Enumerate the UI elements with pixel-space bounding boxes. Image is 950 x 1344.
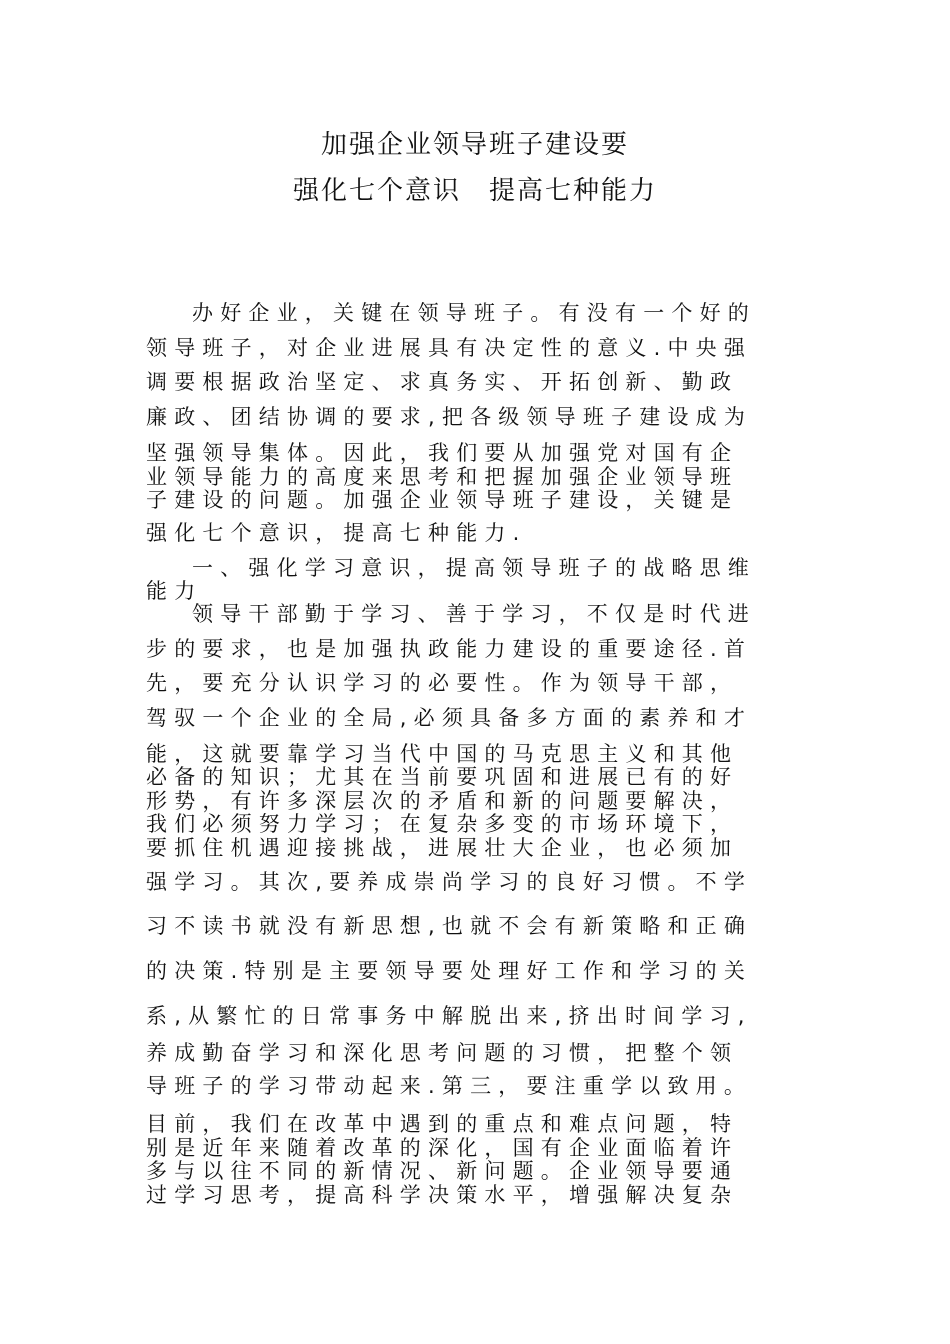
section-heading-line: 一、强化学习意识，提高领导班子的战略思维	[192, 556, 756, 580]
body-line: 廉政、团结协调的要求,把各级领导班子建设成为	[146, 405, 753, 429]
body-line: 坚强领导集体。因此，我们要从加强党对国有企	[146, 441, 739, 465]
body-line: 办好企业，关键在领导班子。有没有一个好的	[192, 301, 756, 325]
body-line: 强化七个意识，提高七种能力.	[146, 521, 527, 545]
body-line: 多与以往不同的新情况、新问题。企业领导要通	[146, 1159, 739, 1183]
body-line: 强学习。其次,要养成崇尚学习的良好习惯。不学	[146, 870, 753, 894]
body-line: 过学习思考，提高科学决策水平，增强解决复杂	[146, 1183, 739, 1207]
body-line: 子建设的问题。加强企业领导班子建设，关键是	[146, 488, 739, 512]
body-line: 目前，我们在改革中遇到的重点和难点问题，特	[146, 1112, 739, 1136]
document-title-line-2: 强化七个意识 提高七种能力	[292, 176, 657, 206]
body-line: 驾驭一个企业的全局,必须具备多方面的素养和才	[146, 706, 753, 730]
body-line: 的决策.特别是主要领导要处理好工作和学习的关	[146, 959, 753, 983]
body-line: 系,从繁忙的日常事务中解脱出来,挤出时间学习,	[146, 1004, 752, 1028]
body-line: 领导干部勤于学习、善于学习，不仅是时代进	[192, 602, 756, 626]
body-line: 先，要充分认识学习的必要性。作为领导干部，	[146, 671, 739, 695]
body-line: 调要根据政治坚定、求真务实、开拓创新、勤政	[146, 370, 739, 394]
body-line: 导班子的学习带动起来.第三，要注重学以致用。	[146, 1074, 753, 1098]
body-line: 必备的知识；尤其在当前要巩固和进展已有的好	[146, 765, 739, 789]
body-line: 形势，有许多深层次的矛盾和新的问题要解决，	[146, 789, 739, 813]
document-title-line-1: 加强企业领导班子建设要	[320, 130, 629, 160]
body-line: 要抓住机遇迎接挑战，进展壮大企业，也必须加	[146, 836, 739, 860]
body-line: 习不读书就没有新思想,也就不会有新策略和正确	[146, 914, 753, 938]
body-line: 业领导能力的高度来思考和把握加强企业领导班	[146, 465, 739, 489]
section-heading-line: 能力	[146, 579, 203, 603]
body-line: 能，这就要靠学习当代中国的马克思主义和其他	[146, 742, 739, 766]
body-line: 领导班子，对企业进展具有决定性的意义.中央强	[146, 336, 753, 360]
body-line: 我们必须努力学习；在复杂多变的市场环境下，	[146, 812, 739, 836]
body-line: 步的要求，也是加强执政能力建设的重要途径.首	[146, 637, 753, 661]
body-line: 别是近年来随着改革的深化，国有企业面临着许	[146, 1136, 739, 1160]
body-line: 养成勤奋学习和深化思考问题的习惯，把整个领	[146, 1041, 739, 1065]
